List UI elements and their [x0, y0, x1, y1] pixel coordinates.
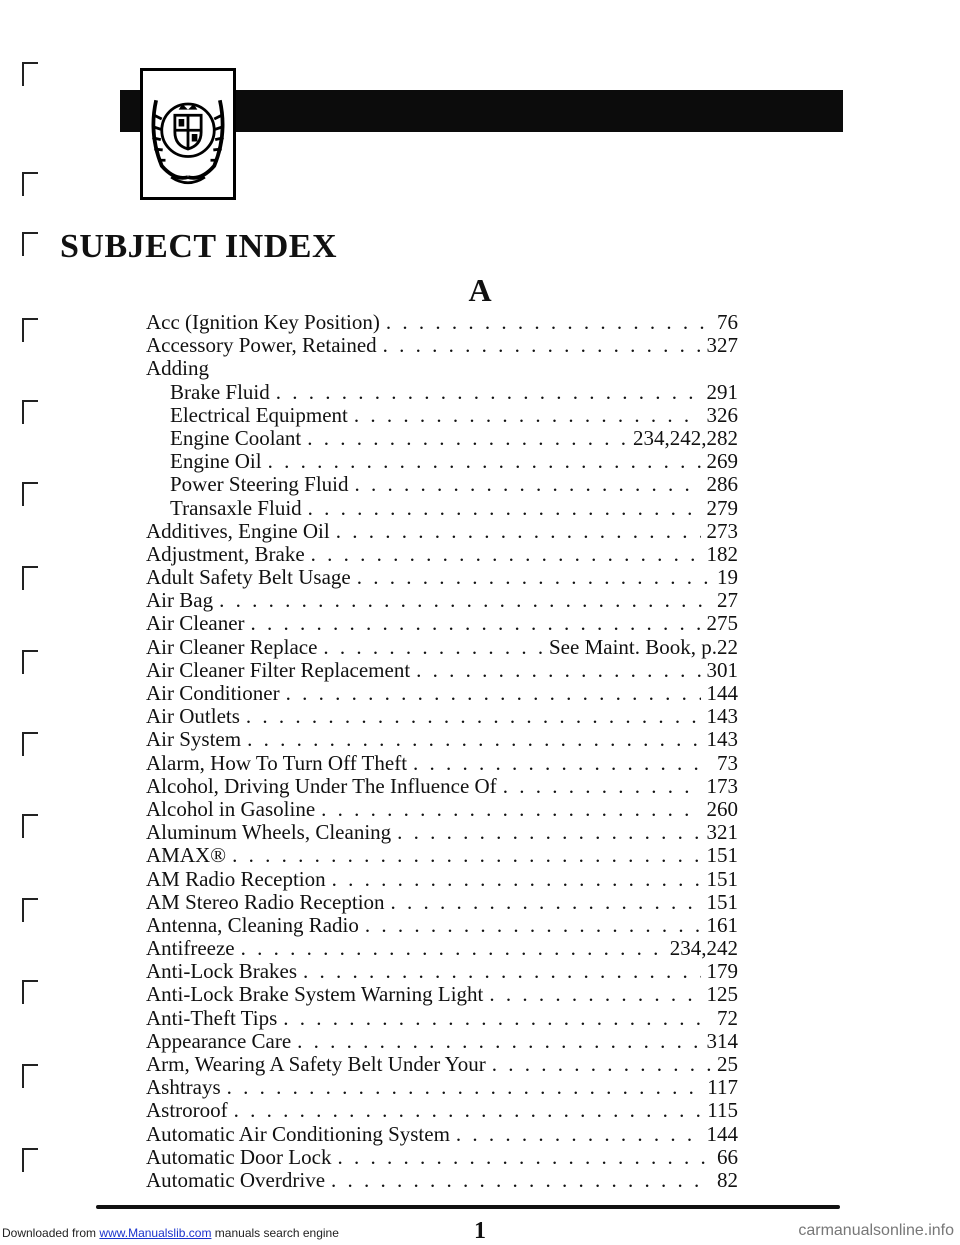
- entry-page-ref: 143: [706, 727, 738, 752]
- index-entry: [146, 1030, 738, 1053]
- manualslib-link[interactable]: www.Manualslib.com: [99, 1226, 212, 1240]
- entry-page-ref: 82: [717, 1167, 738, 1192]
- entry-page-ref: 291: [706, 379, 738, 404]
- index-entry: [146, 775, 738, 798]
- dot-leader: [286, 682, 701, 705]
- download-source-note: [2, 1226, 339, 1240]
- margin-mark: [22, 814, 38, 838]
- index-entry: [146, 705, 738, 728]
- dot-leader: [391, 891, 701, 914]
- index-entry: [146, 659, 738, 682]
- dot-leader: [308, 497, 701, 520]
- dot-leader: [276, 381, 701, 404]
- dot-leader: [227, 1076, 702, 1099]
- entry-term: Engine Oil: [170, 449, 262, 474]
- dot-leader: [241, 937, 664, 960]
- entry-term: Air System: [146, 727, 242, 752]
- index-entry: [146, 473, 738, 496]
- entry-term: Appearance Care: [146, 1028, 292, 1053]
- entry-term: Ashtrays: [146, 1075, 221, 1100]
- entry-page-ref: 117: [707, 1075, 738, 1100]
- dot-leader: [456, 1123, 701, 1146]
- entry-page-ref: See Maint. Book, p.22: [549, 634, 738, 659]
- margin-mark: [22, 566, 38, 590]
- index-entry: [146, 1053, 738, 1076]
- index-entry: [146, 844, 738, 867]
- index-entry: [146, 311, 738, 334]
- margin-mark: [22, 1064, 38, 1088]
- entry-term: Engine Coolant: [170, 425, 302, 450]
- entry-page-ref: 73: [717, 750, 738, 775]
- entry-term: AMAX®: [146, 843, 227, 868]
- download-suffix: manuals search engine: [214, 1226, 339, 1240]
- entry-term: Aluminum Wheels, Cleaning: [146, 820, 392, 845]
- entry-term: Transaxle Fluid: [170, 495, 302, 520]
- entry-page-ref: 25: [717, 1052, 738, 1076]
- entry-term: Air Cleaner Replace: [146, 634, 318, 659]
- entry-term: Alarm, How To Turn Off Theft: [146, 750, 408, 775]
- page-number: 1: [474, 1218, 486, 1244]
- dot-leader: [332, 868, 701, 891]
- dot-leader: [303, 960, 700, 983]
- entry-term: Automatic Door Lock: [146, 1144, 332, 1169]
- index-entry: [146, 798, 738, 821]
- margin-mark: [22, 1148, 38, 1172]
- entry-page-ref: 151: [706, 889, 738, 914]
- entry-page-ref: 273: [706, 518, 738, 543]
- index-entries: [146, 311, 738, 1192]
- margin-mark: [22, 232, 38, 256]
- entry-term: Brake Fluid: [170, 379, 270, 404]
- cadillac-crest-logo: [140, 68, 236, 200]
- entry-page-ref: 182: [706, 541, 738, 566]
- entry-term: Acc (Ignition Key Position): [146, 310, 380, 334]
- entry-page-ref: 260: [706, 796, 738, 821]
- entry-page-ref: 286: [706, 472, 738, 497]
- index-entry: [146, 1099, 738, 1122]
- entry-page-ref: 327: [706, 333, 738, 358]
- entry-term: Anti-Lock Brakes: [146, 959, 298, 984]
- entry-term: Electrical Equipment: [170, 402, 348, 427]
- entry-page-ref: 143: [706, 704, 738, 729]
- dot-leader: [492, 1053, 711, 1076]
- index-entry: [146, 543, 738, 566]
- index-entry: [146, 381, 738, 404]
- index-entry: [146, 1169, 738, 1192]
- index-entry: [146, 983, 738, 1006]
- index-entry: [146, 891, 738, 914]
- dot-leader: [323, 636, 543, 659]
- margin-marks: [0, 0, 40, 1242]
- dot-leader: [246, 705, 701, 728]
- index-entry: [146, 1123, 738, 1146]
- entry-page-ref: 326: [706, 402, 738, 427]
- entry-page-ref: 161: [706, 912, 738, 937]
- entry-page-ref: 234,242: [669, 936, 738, 961]
- entry-page-ref: 76: [717, 310, 738, 334]
- site-watermark: carmanualsonline.info: [798, 1222, 954, 1239]
- download-prefix: Downloaded from: [2, 1226, 97, 1240]
- entry-term: Anti-Lock Brake System Warning Light: [146, 982, 484, 1007]
- index-entry: [146, 589, 738, 612]
- entry-page-ref: 72: [717, 1005, 738, 1030]
- dot-leader: [416, 659, 700, 682]
- dot-leader: [386, 311, 711, 334]
- index-entry: [146, 821, 738, 844]
- margin-mark: [22, 172, 38, 196]
- dot-leader: [219, 589, 711, 612]
- index-entry: [146, 752, 738, 775]
- index-entry: [146, 612, 738, 635]
- dot-leader: [336, 520, 701, 543]
- entry-term: AM Stereo Radio Reception: [146, 889, 385, 914]
- entry-term: Arm, Wearing A Safety Belt Under Your: [146, 1052, 486, 1076]
- crest-icon: [143, 71, 233, 197]
- footer-rule: [96, 1205, 840, 1209]
- entry-term: Antenna, Cleaning Radio: [146, 912, 359, 937]
- entry-term: Air Bag: [146, 588, 214, 613]
- entry-page-ref: 144: [706, 681, 738, 705]
- dot-leader: [283, 1007, 711, 1030]
- index-entry: [146, 937, 738, 960]
- entry-page-ref: 301: [706, 657, 738, 682]
- entry-page-ref: 179: [706, 959, 738, 984]
- index-entry: [146, 404, 738, 427]
- section-letter: A: [468, 272, 492, 308]
- entry-page-ref: 151: [706, 866, 738, 891]
- entry-page-ref: 279: [706, 495, 738, 520]
- dot-leader: [354, 404, 701, 427]
- entry-page-ref: 275: [706, 611, 738, 636]
- entry-page-ref: 144: [706, 1121, 738, 1146]
- dot-leader: [397, 821, 700, 844]
- page-title: SUBJECT INDEX: [60, 228, 338, 265]
- index-entry: [146, 960, 738, 983]
- index-entry: [146, 914, 738, 937]
- entry-page-ref: 19: [717, 565, 738, 590]
- dot-leader: [365, 914, 701, 937]
- dot-leader: [307, 427, 627, 450]
- entry-term: Air Outlets: [146, 704, 240, 729]
- entry-page-ref: 234,242,282: [633, 425, 738, 450]
- entry-term: Power Steering Fluid: [170, 472, 349, 497]
- entry-term: Adult Safety Belt Usage: [146, 565, 351, 590]
- margin-mark: [22, 898, 38, 922]
- entry-term: Accessory Power, Retained: [146, 333, 377, 358]
- entry-term: Alcohol in Gasoline: [146, 796, 316, 821]
- dot-leader: [357, 566, 711, 589]
- entry-page-ref: 115: [707, 1098, 738, 1123]
- index-entry: [146, 497, 738, 520]
- margin-mark: [22, 650, 38, 674]
- margin-mark: [22, 400, 38, 424]
- index-entry: [146, 334, 738, 357]
- entry-term: AM Radio Reception: [146, 866, 326, 891]
- entry-page-ref: 314: [706, 1028, 738, 1053]
- margin-mark: [22, 980, 38, 1004]
- margin-mark: [22, 732, 38, 756]
- dot-leader: [383, 334, 701, 357]
- index-entry: [146, 357, 738, 380]
- entry-term: Anti-Theft Tips: [146, 1005, 278, 1030]
- dot-leader: [247, 728, 700, 751]
- margin-mark: [22, 62, 38, 86]
- entry-term: Adding: [146, 356, 209, 381]
- entry-term: Automatic Overdrive: [146, 1167, 326, 1192]
- index-entry: [146, 1076, 738, 1099]
- index-entry: [146, 682, 738, 705]
- entry-page-ref: 321: [706, 820, 738, 845]
- margin-mark: [22, 482, 38, 506]
- entry-term: Additives, Engine Oil: [146, 518, 330, 543]
- index-entry: [146, 427, 738, 450]
- dot-leader: [355, 473, 701, 496]
- margin-mark: [22, 318, 38, 342]
- dot-leader: [268, 450, 701, 473]
- entry-term: Adjustment, Brake: [146, 541, 305, 566]
- index-entry: [146, 1007, 738, 1030]
- dot-leader: [251, 612, 701, 635]
- entry-page-ref: 27: [717, 588, 738, 613]
- index-entry: [146, 728, 738, 751]
- entry-term: Air Cleaner: [146, 611, 245, 636]
- entry-page-ref: 125: [706, 982, 738, 1007]
- entry-page-ref: 66: [717, 1144, 738, 1169]
- entry-term: Alcohol, Driving Under The Influence Of: [146, 773, 497, 798]
- dot-leader: [321, 798, 700, 821]
- entry-page-ref: 173: [706, 773, 738, 798]
- index-entry: [146, 636, 738, 659]
- dot-leader: [413, 752, 711, 775]
- index-entry: [146, 566, 738, 589]
- dot-leader: [232, 844, 700, 867]
- index-entry: [146, 868, 738, 891]
- dot-leader: [311, 543, 701, 566]
- entry-page-ref: 269: [706, 449, 738, 474]
- index-entry: [146, 520, 738, 543]
- dot-leader: [297, 1030, 700, 1053]
- dot-leader: [503, 775, 701, 798]
- entry-term: Automatic Air Conditioning System: [146, 1121, 450, 1146]
- index-entry: [146, 450, 738, 473]
- entry-term: Antifreeze: [146, 936, 235, 961]
- entry-term: Air Conditioner: [146, 681, 280, 705]
- dot-leader: [489, 983, 700, 1006]
- entry-page-ref: 151: [706, 843, 738, 868]
- dot-leader: [331, 1169, 711, 1192]
- dot-leader: [234, 1099, 702, 1122]
- dot-leader: [337, 1146, 711, 1169]
- entry-term: Air Cleaner Filter Replacement: [146, 657, 411, 682]
- index-entry: [146, 1146, 738, 1169]
- entry-term: Astroroof: [146, 1098, 228, 1123]
